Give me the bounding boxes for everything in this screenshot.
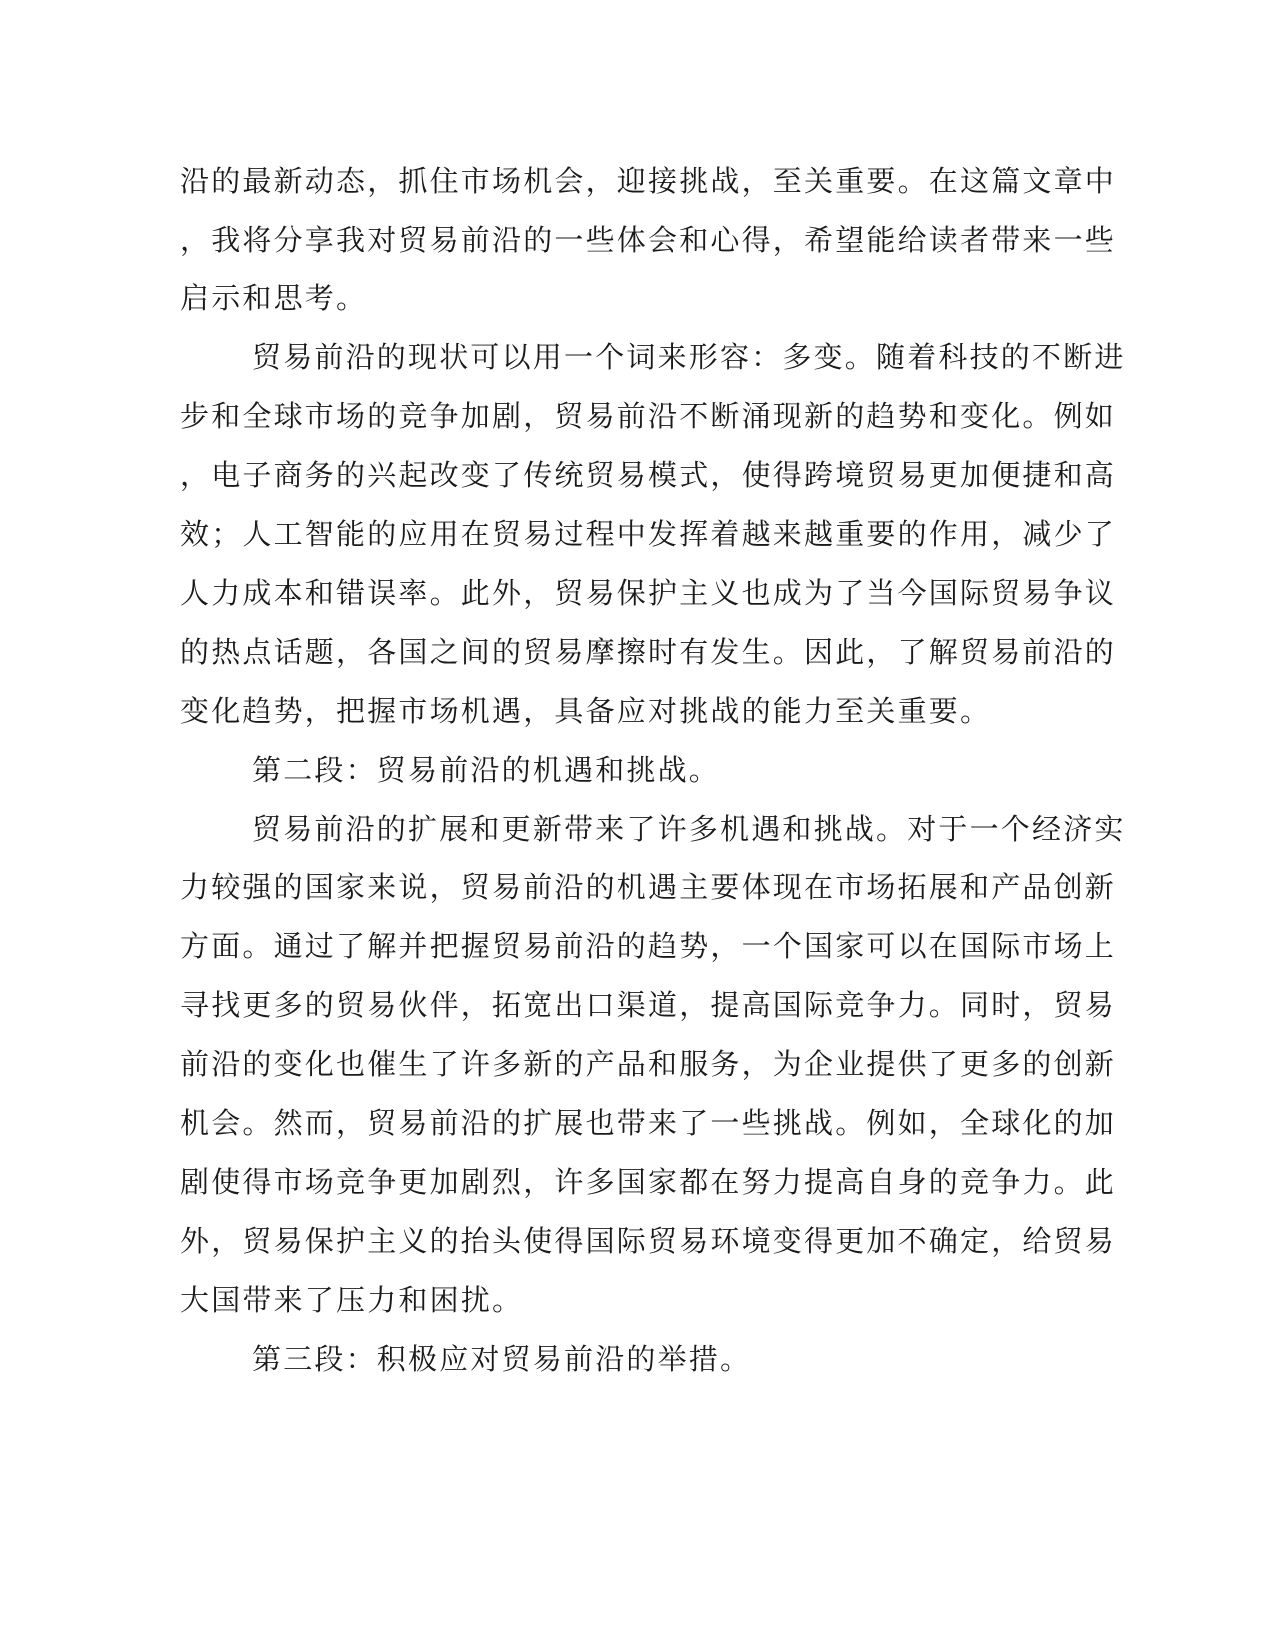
text-line: 方面。通过了解并把握贸易前沿的趋势，一个国家可以在国际市场上 (180, 929, 1117, 963)
text-line: 寻找更多的贸易伙伴，拓宽出口渠道，提高国际竞争力。同时，贸易 (180, 988, 1117, 1022)
section-heading: 第三段：积极应对贸易前沿的举措。 (252, 1342, 752, 1376)
paragraph-first-line: 贸易前沿的现状可以用一个词来形容：多变。随着科技的不断进 (252, 340, 1126, 374)
text-line: 剧使得市场竞争更加剧烈，许多国家都在努力提高自身的竞争力。此 (180, 1165, 1117, 1199)
text-line: 的热点话题，各国之间的贸易摩擦时有发生。因此，了解贸易前沿的 (180, 635, 1117, 669)
text-line: 步和全球市场的竞争加剧，贸易前沿不断涌现新的趋势和变化。例如 (180, 399, 1117, 433)
text-line: 力较强的国家来说，贸易前沿的机遇主要体现在市场拓展和产品创新 (180, 870, 1117, 904)
text-line: 启示和思考。 (180, 281, 368, 315)
text-line: 效；人工智能的应用在贸易过程中发挥着越来越重要的作用，减少了 (180, 517, 1117, 551)
paragraph-first-line: 贸易前沿的扩展和更新带来了许多机遇和挑战。对于一个经济实 (252, 812, 1126, 846)
text-line: 变化趋势，把握市场机遇，具备应对挑战的能力至关重要。 (180, 694, 992, 728)
text-line: 人力成本和错误率。此外，贸易保护主义也成为了当今国际贸易争议 (180, 576, 1117, 610)
section-heading: 第二段：贸易前沿的机遇和挑战。 (252, 753, 721, 787)
text-line: ，电子商务的兴起改变了传统贸易模式，使得跨境贸易更加便捷和高 (180, 458, 1117, 492)
text-line: 大国带来了压力和困扰。 (180, 1283, 524, 1317)
text-line: 外，贸易保护主义的抬头使得国际贸易环境变得更加不确定，给贸易 (180, 1224, 1117, 1258)
text-line: 机会。然而，贸易前沿的扩展也带来了一些挑战。例如，全球化的加 (180, 1106, 1117, 1140)
text-line: 前沿的变化也催生了许多新的产品和服务，为企业提供了更多的创新 (180, 1047, 1117, 1081)
text-line: 沿的最新动态，抓住市场机会，迎接挑战，至关重要。在这篇文章中 (180, 164, 1117, 198)
text-line: ，我将分享我对贸易前沿的一些体会和心得，希望能给读者带来一些 (180, 223, 1117, 257)
